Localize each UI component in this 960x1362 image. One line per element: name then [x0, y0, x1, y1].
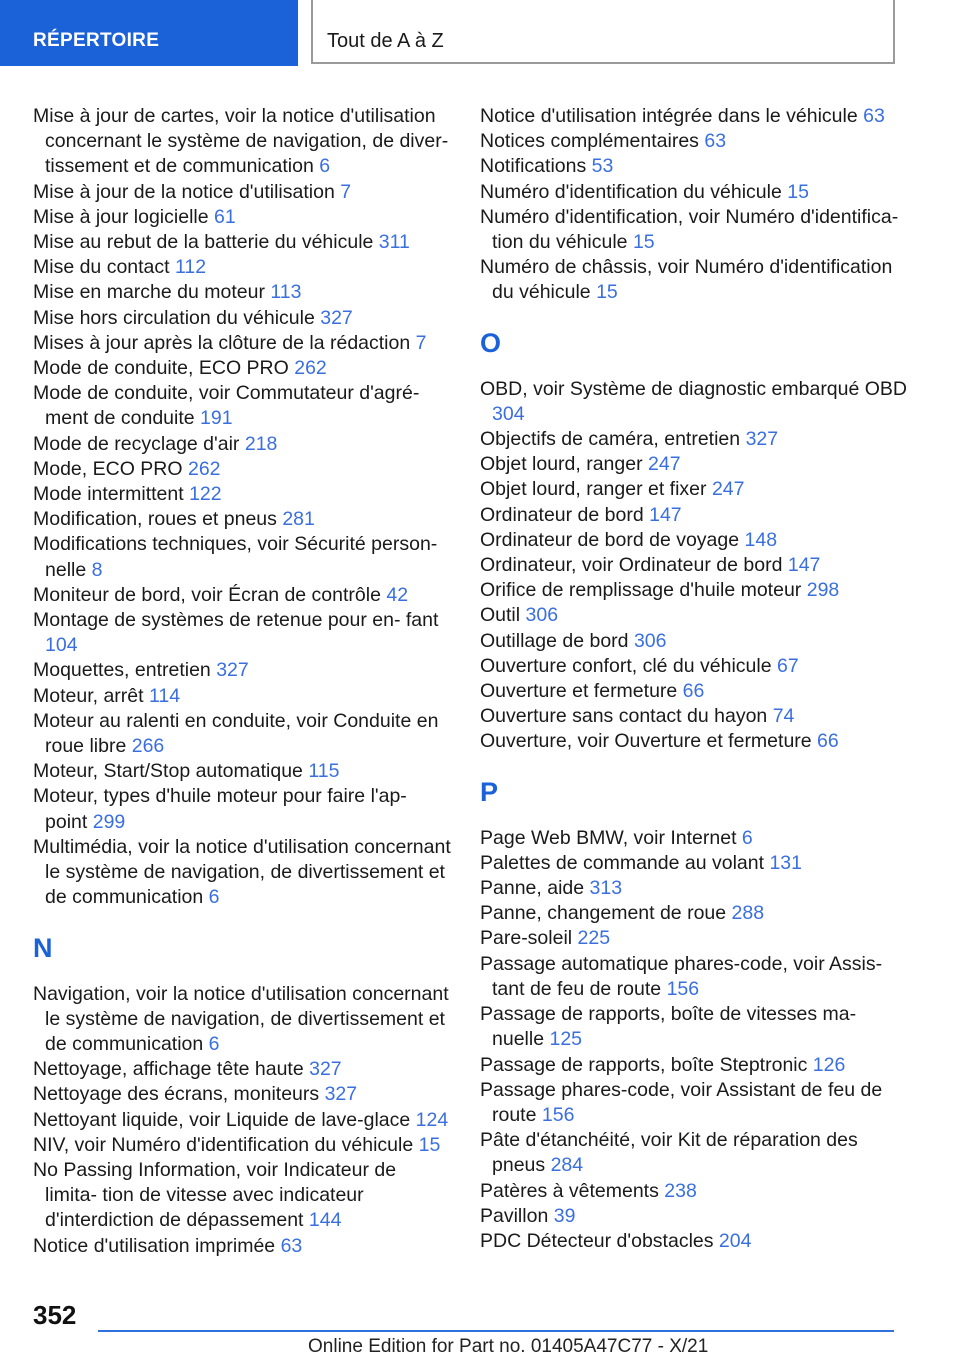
- index-entry: [480, 427, 910, 452]
- index-page-link[interactable]: 147: [787, 554, 821, 577]
- index-entry-text: Passage automatique phares-code, voir Assis‐ tant de feu de route: [480, 952, 883, 1000]
- index-letter-heading: O: [480, 327, 502, 358]
- index-page-link[interactable]: 66: [817, 730, 839, 753]
- index-entry: [480, 104, 910, 129]
- index-page-link[interactable]: 327: [745, 428, 779, 451]
- index-entry-text: Mode de conduite, ECO PRO: [33, 357, 289, 380]
- index-page-link[interactable]: 306: [525, 604, 559, 627]
- index-entry: [480, 1078, 910, 1128]
- index-entry: [480, 154, 910, 179]
- index-entry-text: Panne, changement de roue: [480, 902, 727, 925]
- index-entry-text: OBD, voir Système de diagnostic embarqué OBD: [480, 377, 908, 400]
- index-entry-text: Pavillon: [480, 1204, 549, 1227]
- index-entry-text: Numéro de châssis, voir Numéro d'identification du véhicule: [480, 256, 893, 304]
- index-entry-text: Passage de rapports, boîte Steptronic: [480, 1053, 808, 1076]
- index-entry-text: Modification, roues et pneus: [33, 508, 277, 531]
- index-page-link[interactable]: 7: [415, 331, 427, 354]
- index-page-link[interactable]: 15: [787, 180, 809, 203]
- index-page-link[interactable]: 112: [175, 256, 207, 279]
- index-page-link[interactable]: 115: [308, 760, 340, 783]
- index-page-link[interactable]: 15: [596, 281, 618, 304]
- index-entry: [33, 684, 453, 709]
- index-entry: [33, 255, 453, 280]
- index-entry-text: Moquettes, entretien: [33, 659, 211, 682]
- index-page-link[interactable]: 311: [378, 231, 410, 254]
- index-page-link[interactable]: 7: [340, 180, 352, 203]
- index-entry: [33, 1057, 453, 1082]
- index-entry: [480, 553, 910, 578]
- index-entry: [33, 457, 453, 482]
- index-entry: [480, 826, 910, 851]
- index-page-link[interactable]: 124: [415, 1108, 449, 1131]
- index-page-link[interactable]: 6: [741, 826, 753, 849]
- index-entry: [33, 381, 453, 431]
- index-entry: [480, 129, 910, 154]
- index-entry: [480, 654, 910, 679]
- index-entry-text: Nettoyage des écrans, moniteurs: [33, 1083, 320, 1106]
- index-page-link[interactable]: 284: [550, 1154, 584, 1177]
- index-entry: [480, 503, 910, 528]
- index-page-link[interactable]: 313: [589, 877, 623, 900]
- index-entry: [480, 679, 910, 704]
- index-entry-text: Passage phares-code, voir Assistant de feu de route: [480, 1078, 883, 1126]
- index-entry-text: Pare-soleil: [480, 927, 573, 950]
- index-page-link[interactable]: 299: [92, 810, 126, 833]
- index-entry-text: Numéro d'identification, voir Numéro d'identifica‐ tion du véhicule: [480, 205, 899, 254]
- index-page-link[interactable]: 238: [664, 1179, 697, 1202]
- index-entry-text: Mise à jour logicielle: [33, 205, 209, 228]
- index-entry-text: Ordinateur de bord de voyage: [480, 528, 740, 551]
- index-entry: [480, 952, 910, 1002]
- index-entry: [480, 528, 910, 553]
- index-entry-text: PDC Détecteur d'obstacles: [480, 1229, 714, 1252]
- index-entry-text: Ouverture confort, clé du véhicule: [480, 654, 772, 677]
- index-page-link[interactable]: 147: [649, 503, 682, 526]
- index-entry-text: Patères à vêtements: [480, 1179, 659, 1202]
- index-entry-text: Page Web BMW, voir Internet: [480, 826, 737, 849]
- index-entry-text: Notices complémentaires: [480, 130, 699, 153]
- index-entry: [480, 452, 910, 477]
- index-entry: [33, 432, 453, 457]
- index-page-link[interactable]: 191: [200, 407, 233, 430]
- index-column-right: [480, 104, 910, 1254]
- index-entry: [480, 1179, 910, 1204]
- index-page-link[interactable]: 262: [294, 357, 327, 380]
- index-page-link[interactable]: 247: [711, 478, 745, 501]
- index-entry: [33, 835, 453, 911]
- index-page-link[interactable]: 42: [386, 583, 409, 606]
- index-entry: [33, 205, 453, 230]
- index-entry: [33, 583, 453, 608]
- index-entry-text: Objet lourd, ranger et fixer: [480, 478, 707, 501]
- index-entry: [480, 477, 910, 502]
- index-entry-text: Notice d'utilisation imprimée: [33, 1234, 276, 1257]
- index-page-link[interactable]: 218: [244, 432, 278, 455]
- index-entry: [480, 377, 910, 427]
- index-entry: [33, 982, 453, 1058]
- section-label: RÉPERTOIRE: [33, 30, 160, 51]
- index-page-link[interactable]: 125: [549, 1028, 583, 1051]
- index-page-link[interactable]: 53: [591, 155, 614, 178]
- index-page-link[interactable]: 6: [208, 1032, 220, 1055]
- index-entry: [480, 1053, 910, 1078]
- index-entry: [480, 876, 910, 901]
- index-entry: [480, 180, 910, 205]
- index-entry: [33, 356, 453, 381]
- index-page-link[interactable]: 204: [718, 1229, 752, 1252]
- index-entry: [480, 729, 910, 754]
- index-entry: [33, 1133, 453, 1158]
- index-entry: [480, 205, 910, 255]
- index-page-link[interactable]: 63: [704, 130, 727, 153]
- index-page-link[interactable]: 144: [308, 1209, 342, 1232]
- index-page-link[interactable]: 66: [682, 680, 705, 703]
- index-entry: [33, 331, 453, 356]
- index-page-link[interactable]: 63: [280, 1234, 303, 1257]
- index-page-link[interactable]: 266: [131, 735, 165, 758]
- index-entry: [33, 306, 453, 331]
- index-entry: [33, 709, 453, 759]
- index-entry: [33, 1158, 453, 1234]
- index-entry: [33, 482, 453, 507]
- index-entry-text: Mode de recyclage d'air: [33, 432, 240, 455]
- index-page-link[interactable]: 67: [777, 654, 799, 677]
- index-entry: [480, 1229, 910, 1254]
- index-page-link[interactable]: 327: [324, 1083, 358, 1106]
- footer-divider: [98, 1330, 894, 1332]
- index-page-link[interactable]: 6: [208, 886, 220, 909]
- index-entry-text: Pâte d'étanchéité, voir Kit de réparation des pneus: [480, 1129, 858, 1177]
- index-entry-text: Mise hors circulation du véhicule: [33, 306, 315, 329]
- index-page-link[interactable]: 306: [633, 629, 667, 652]
- index-entry-text: Ouverture sans contact du hayon: [480, 705, 768, 728]
- index-entry-text: Objectifs de caméra, entretien: [480, 428, 741, 451]
- index-page-link[interactable]: 247: [648, 453, 681, 476]
- index-page-link[interactable]: 39: [553, 1204, 576, 1227]
- index-page-link[interactable]: 262: [187, 457, 221, 480]
- index-page-link[interactable]: 15: [632, 231, 655, 254]
- index-entry: [33, 759, 453, 784]
- index-entry: [33, 1082, 453, 1107]
- index-entry-text: Orifice de remplissage d'huile moteur: [480, 579, 802, 602]
- index-page-link[interactable]: 298: [806, 579, 840, 602]
- index-entry: [33, 1108, 453, 1133]
- index-entry-text: Nettoyant liquide, voir Liquide de lave-glace: [33, 1108, 411, 1131]
- index-page-link[interactable]: 122: [189, 483, 222, 506]
- index-entry: [33, 784, 453, 834]
- index-entry-text: Navigation, voir la notice d'utilisation concernant le système de navigation, de divertissement et de communication: [33, 982, 449, 1055]
- index-entry-text: Moteur, Start/Stop automatique: [33, 760, 303, 783]
- index-column-left: [33, 104, 453, 1259]
- index-page-link[interactable]: 281: [282, 508, 315, 531]
- index-entry-text: Passage de rapports, boîte de vitesses ma‐ nuelle: [480, 1003, 857, 1051]
- index-entry-text: Moteur au ralenti en conduite, voir Conduite en roue libre: [33, 709, 439, 758]
- index-entry-text: Mise du contact: [33, 256, 170, 279]
- index-entry-text: Ouverture, voir Ouverture et fermeture: [480, 730, 812, 753]
- index-entry: [480, 901, 910, 926]
- index-page-link[interactable]: 8: [91, 558, 103, 581]
- index-entry-text: Ouverture et fermeture: [480, 680, 678, 703]
- page-header: [0, 0, 960, 66]
- index-page-link[interactable]: 6: [319, 155, 331, 178]
- index-entry: [33, 180, 453, 205]
- index-entry-text: Moteur, types d'huile moteur pour faire l'ap‐ point: [33, 785, 407, 833]
- index-entry-text: Mises à jour après la clôture de la rédaction: [33, 331, 411, 354]
- index-entry-text: Nettoyage, affichage tête haute: [33, 1058, 304, 1081]
- index-page-link[interactable]: 327: [309, 1058, 342, 1081]
- index-entry: [480, 578, 910, 603]
- index-entry: [33, 230, 453, 255]
- index-entry: [480, 1204, 910, 1229]
- index-page-link[interactable]: 288: [731, 902, 765, 925]
- index-entry-text: Moteur, arrêt: [33, 684, 144, 707]
- index-entry-text: Panne, aide: [480, 877, 585, 900]
- index-entry-text: Numéro d'identification du véhicule: [480, 180, 782, 203]
- index-entry-text: Outil: [480, 604, 521, 627]
- index-entry: [33, 104, 453, 180]
- index-page-link[interactable]: 327: [216, 659, 249, 682]
- index-page-link[interactable]: 61: [214, 205, 236, 228]
- index-entry: [480, 1128, 910, 1178]
- index-entry: [33, 658, 453, 683]
- index-entry-text: Modifications techniques, voir Sécurité person‐ nelle: [33, 533, 438, 581]
- index-page-link[interactable]: 15: [418, 1133, 441, 1156]
- index-page-link[interactable]: 113: [270, 281, 302, 304]
- index-entry-text: Mode, ECO PRO: [33, 457, 183, 480]
- index-entry: [480, 629, 910, 654]
- index-entry-text: Ordinateur, voir Ordinateur de bord: [480, 554, 783, 577]
- index-entry-text: Ordinateur de bord: [480, 503, 644, 526]
- index-letter-heading: P: [480, 776, 499, 807]
- index-page-link[interactable]: 156: [666, 977, 700, 1000]
- index-entry-text: NIV, voir Numéro d'identification du véhicule: [33, 1133, 414, 1156]
- chapter-label: Tout de A à Z: [327, 30, 444, 52]
- index-letter-heading: N: [33, 932, 53, 963]
- edition-text: Online Edition for Part no. 01405A47C77 - X/21: [308, 1336, 709, 1357]
- index-page-link[interactable]: 225: [577, 927, 611, 950]
- index-entry-text: Objet lourd, ranger: [480, 453, 643, 476]
- index-entry-text: Palettes de commande au volant: [480, 851, 765, 874]
- chapter-box: [311, 0, 895, 64]
- index-page-link[interactable]: 104: [45, 634, 78, 657]
- index-entry-text: Outillage de bord: [480, 629, 629, 652]
- index-page-link[interactable]: 304: [492, 402, 525, 425]
- index-entry-text: Montage de systèmes de retenue pour en‐ fant: [33, 609, 439, 632]
- index-entry: [33, 532, 453, 582]
- index-entry-text: Mode de conduite, voir Commutateur d'agré‐ ment de conduite: [33, 382, 420, 430]
- index-entry: [33, 507, 453, 532]
- index-entry: [33, 608, 453, 658]
- index-page-link[interactable]: 156: [541, 1103, 575, 1126]
- index-entry-text: Mise à jour de cartes, voir la notice d'utilisation concernant le système de navigation, de diver‐ tissement et de communication: [33, 105, 449, 178]
- index-entry-text: Mise en marche du moteur: [33, 281, 265, 304]
- index-entry: [480, 704, 910, 729]
- index-entry: [33, 1234, 453, 1259]
- index-entry-text: Mode intermittent: [33, 483, 184, 506]
- index-page-link[interactable]: 126: [812, 1053, 846, 1076]
- index-page-link[interactable]: 114: [148, 684, 181, 707]
- index-entry-text: Multimédia, voir la notice d'utilisation concernant le système de navigation, de divertissement et de communication: [33, 835, 451, 909]
- index-entry-text: Notice d'utilisation intégrée dans le véhicule: [480, 105, 858, 127]
- index-entry: [480, 926, 910, 951]
- index-entry-text: Moniteur de bord, voir Écran de contrôle: [33, 583, 381, 606]
- index-entry: [480, 851, 910, 876]
- index-page-link[interactable]: 327: [320, 306, 353, 329]
- page-number: 352: [33, 1300, 77, 1330]
- section-tab: [0, 0, 298, 66]
- index-entry-text: Mise au rebut de la batterie du véhicule: [33, 231, 374, 254]
- index-entry-text: Notifications: [480, 155, 587, 178]
- index-page-link[interactable]: 148: [744, 528, 778, 551]
- index-entry: [480, 1002, 910, 1052]
- index-entry: [33, 280, 453, 305]
- index-page-link[interactable]: 74: [772, 705, 795, 728]
- index-entry: [480, 255, 910, 305]
- index-entry-text: No Passing Information, voir Indicateur de limita‐ tion de vitesse avec indicateur d'interdiction de dépassement: [33, 1158, 397, 1232]
- index-entry: [480, 603, 910, 628]
- index-page-link[interactable]: 131: [769, 851, 802, 874]
- index-entry-text: Mise à jour de la notice d'utilisation: [33, 180, 335, 203]
- index-page-link[interactable]: 63: [863, 105, 885, 127]
